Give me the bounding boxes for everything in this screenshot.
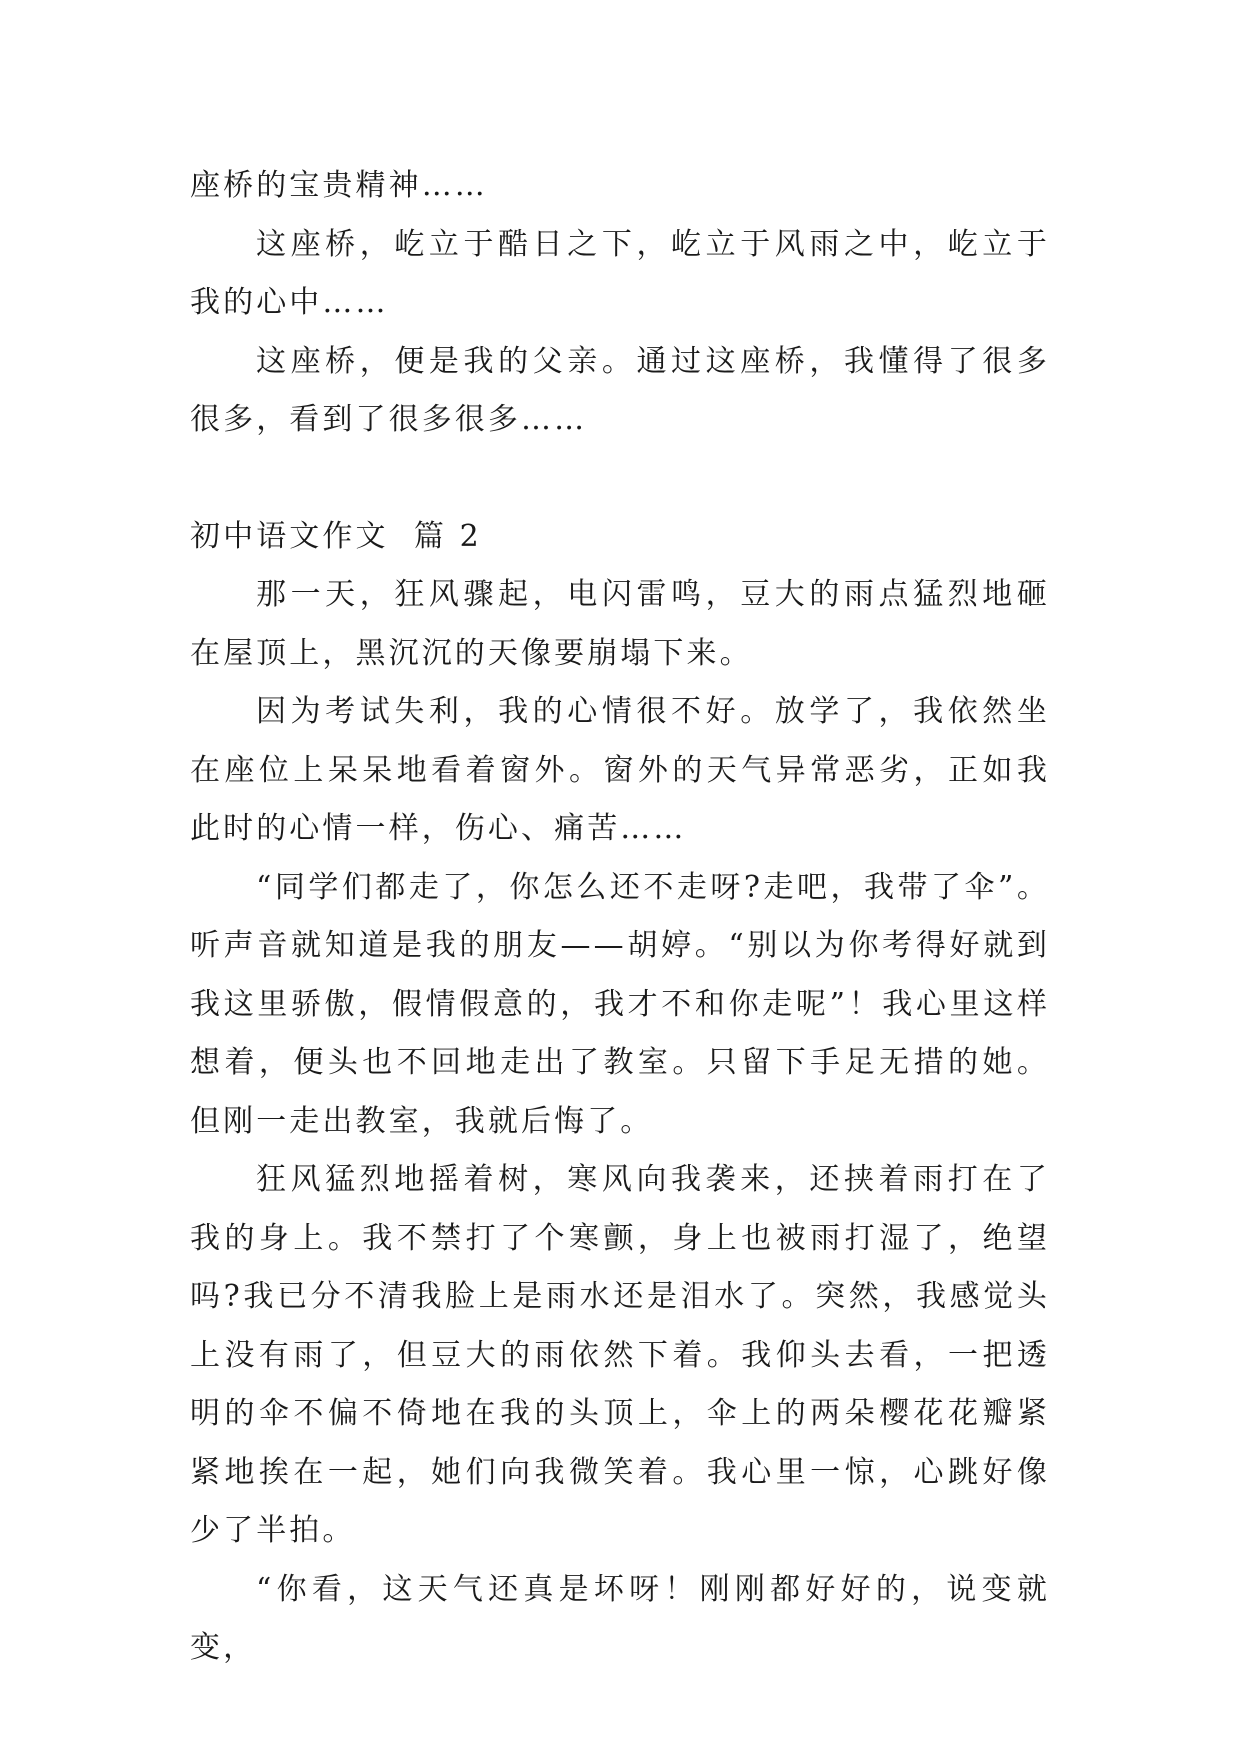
paragraph: 那一天，狂风骤起，电闪雷鸣，豆大的雨点猛烈地砸在屋顶上，黑沉沉的天像要崩塌下来。 <box>190 577 1050 671</box>
paragraph: “你看，这天气还真是坏呀！刚刚都好好的，说变就变， <box>190 1571 1050 1665</box>
paragraph-continued: 座桥的宝贵精神…… <box>190 168 488 203</box>
paragraph: 狂风猛烈地摇着树，寒风向我袭来，还挟着雨打在了我的身上。我不禁打了个寒颤，身上也被雨打湿了，绝望吗?我已分不清我脸上是雨水还是泪水了。突然，我感觉头上没有雨了，但豆大的雨依然下着。我仰头去看，一把透明的伞不偏不倚地在我的头顶上，伞上的两朵樱花花瓣紧紧地挨在一起，她们向我微笑着。我心里一惊，心跳好像少了半拍。 <box>190 1162 1050 1548</box>
paragraph: 这座桥，屹立于酷日之下，屹立于风雨之中，屹立于我的心中…… <box>190 226 1050 320</box>
article-body <box>190 157 1050 1678</box>
section-heading: 初中语文作文 篇 2 <box>190 518 482 554</box>
paragraph: “同学们都走了，你怎么还不走呀?走吧，我带了伞”。听声音就知道是我的朋友——胡婷。“别以为你考得好就到我这里骄傲，假情假意的，我才不和你走呢”！我心里这样想着，便头也不回地走出了教室。只留下手足无措的她。但刚一走出教室，我就后悔了。 <box>190 869 1050 1139</box>
paragraph: 这座桥，便是我的父亲。通过这座桥，我懂得了很多很多，看到了很多很多…… <box>190 343 1050 437</box>
paragraph: 因为考试失利，我的心情很不好。放学了，我依然坐在座位上呆呆地看着窗外。窗外的天气异常恶劣，正如我此时的心情一样，伤心、痛苦…… <box>190 694 1050 846</box>
